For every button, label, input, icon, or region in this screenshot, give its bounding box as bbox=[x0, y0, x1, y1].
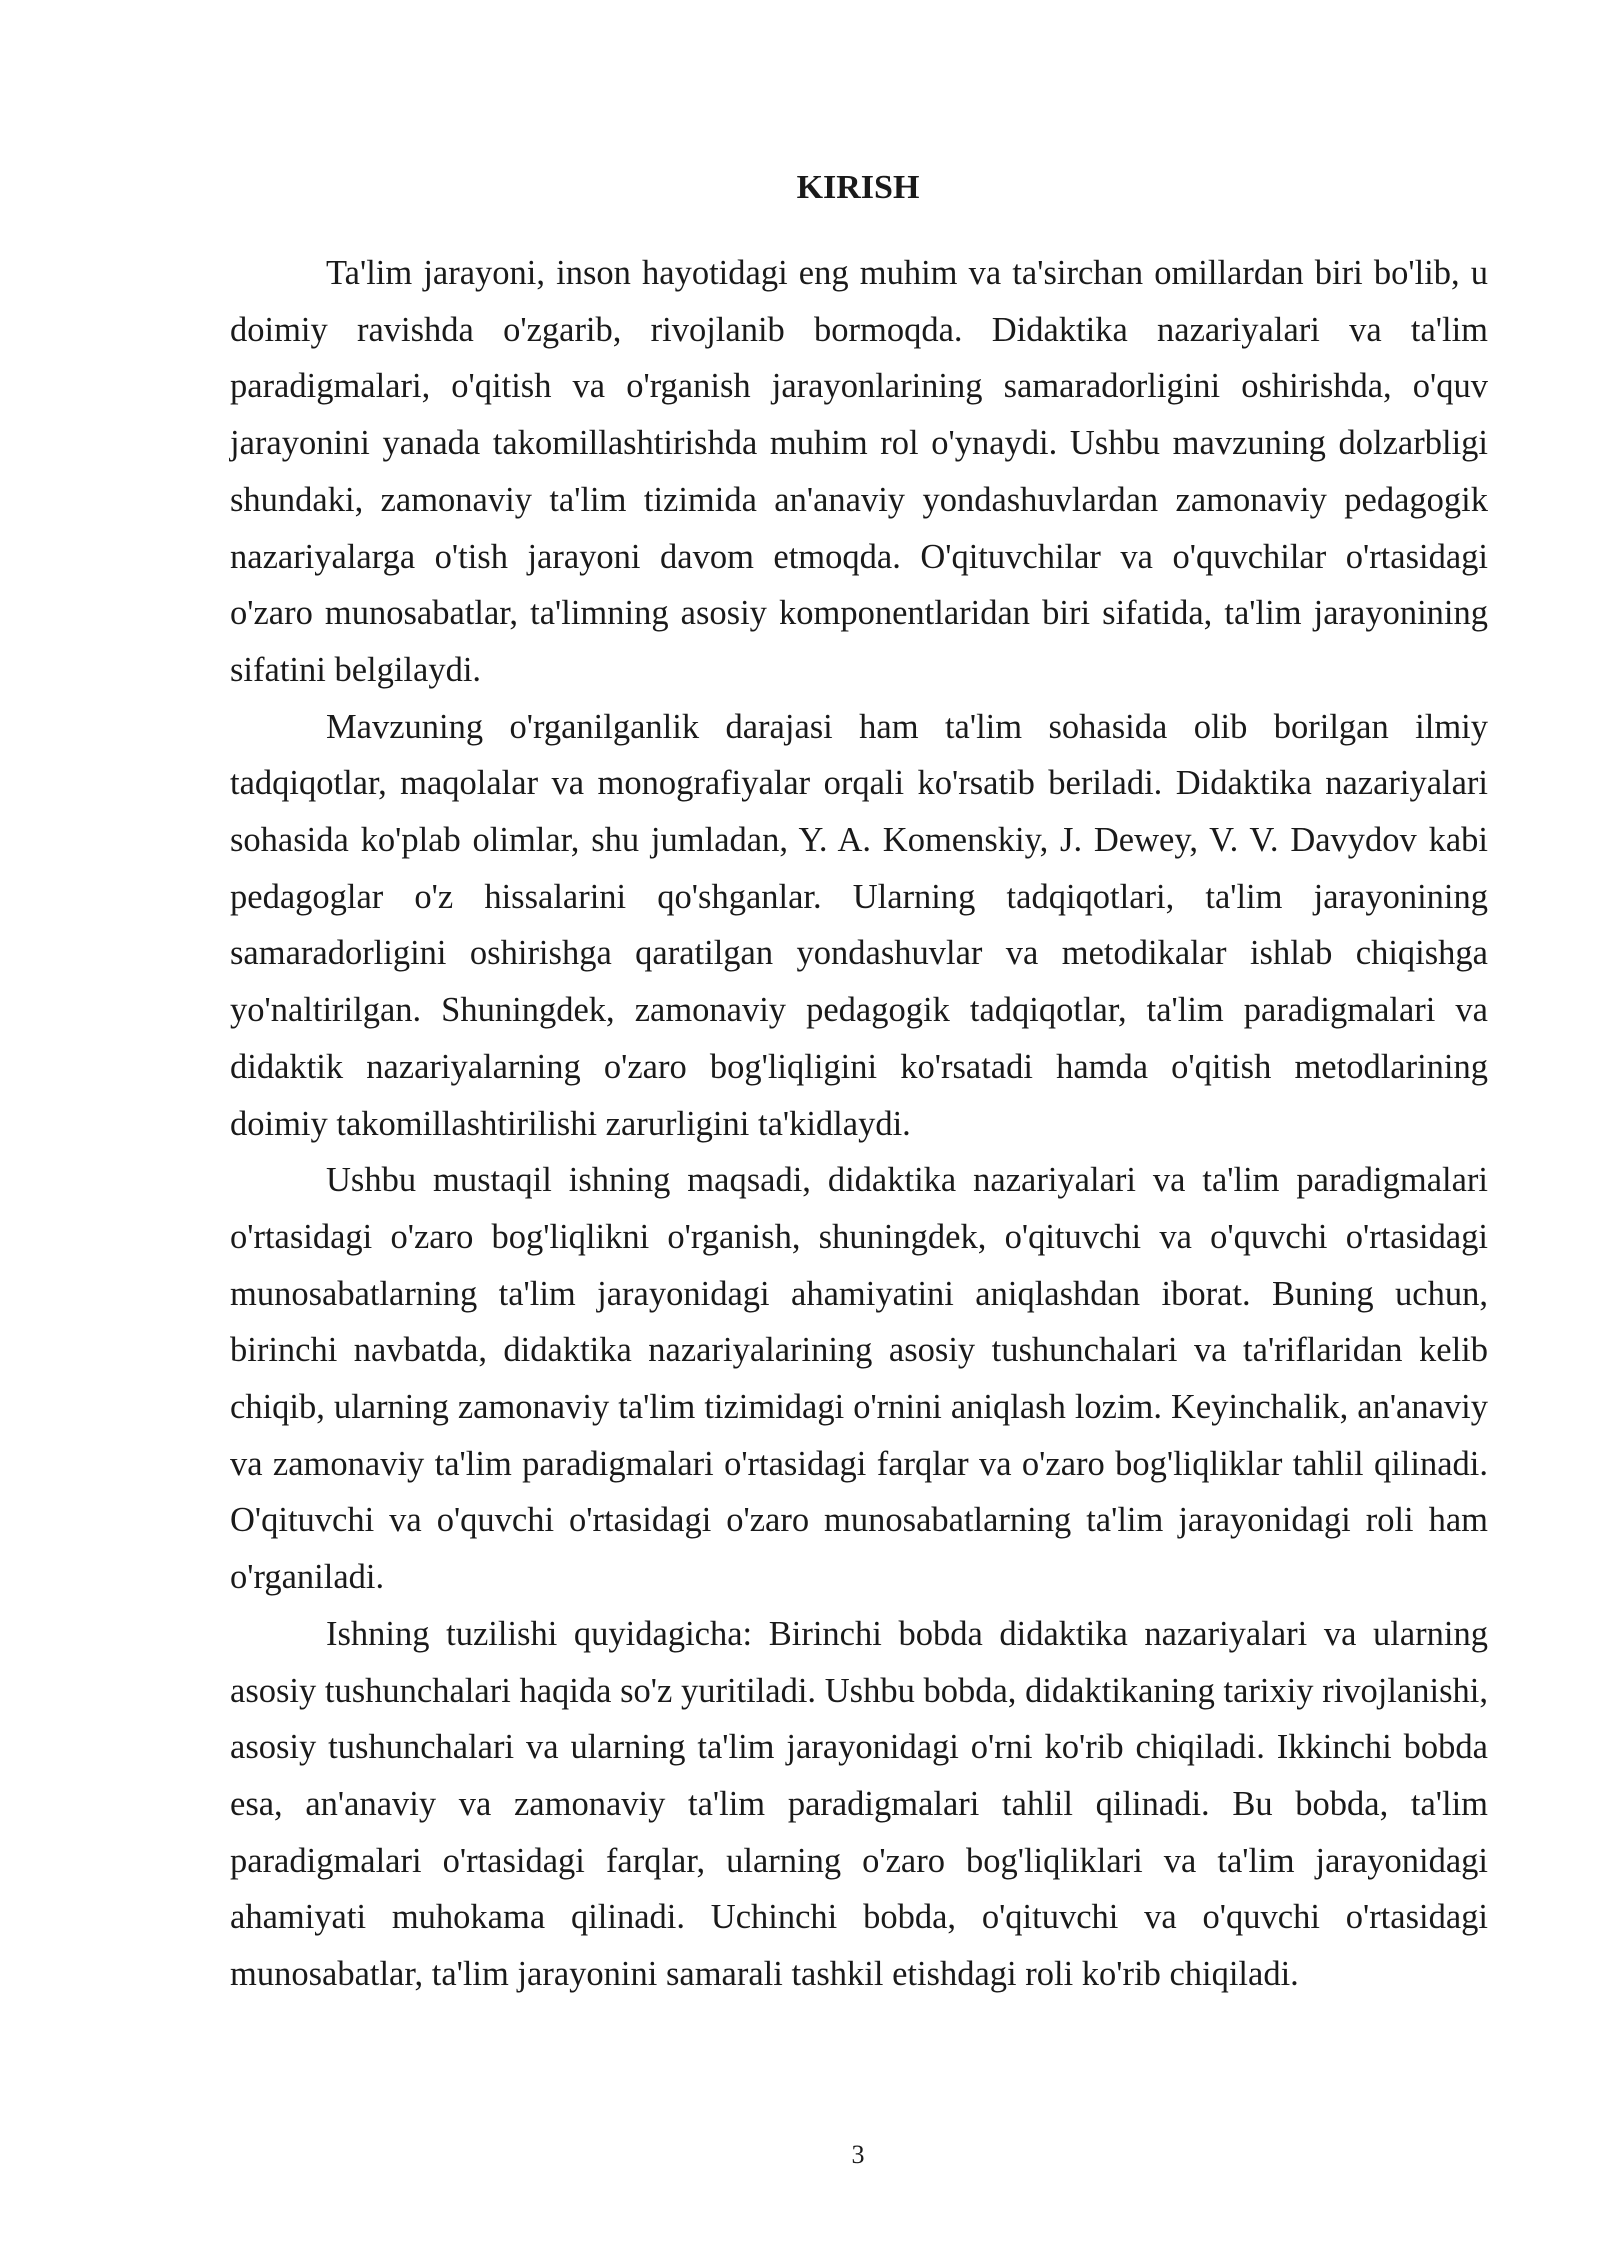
paragraph-relevance: Ta'lim jarayoni, inson hayotidagi eng muhim va ta'sirchan omillardan biri bo'lib, u doimiy ravishda o'zgarib, rivojlanib bormoqda. Didaktika nazariyalari va ta'lim paradigmalari, o'qitish va o'rganish jarayonlarining samaradorligini oshirishda, o'quv jarayonini yanada takomillashtirishda muhim rol o'ynaydi. Ushbu mavzuning dolzarbligi shundaki, zamonaviy ta'lim tizimida an'anaviy yondashuvlardan zamonaviy pedagogik nazariyalarga o'tish jarayoni davom etmoqda. O'qituvchilar va o'quvchilar o'rtasidagi o'zaro munosabatlar, ta'limning asosiy komponentlaridan biri sifatida, ta'lim jarayonining sifatini belgilaydi. bbox=[230, 254, 1488, 689]
page-title: KIRISH bbox=[796, 169, 920, 206]
paragraph-research-degree: Mavzuning o'rganilganlik darajasi ham ta'lim sohasida olib borilgan ilmiy tadqiqotlar, maqolalar va monografiyalar orqali ko'rsatib beriladi. Didaktika nazariyalari sohasida ko'plab olimlar, shu jumladan, Y. A. Komenskiy, J. Dewey, V. V. Davydov kabi pedagoglar o'z hissalarini qo'shganlar. Ularning tadqiqotlari, ta'lim jarayonining samaradorligini oshirishga qaratilgan yondashuvlar va metodikalar ishlab chiqishga yo'naltirilgan. Shuningdek, zamonaviy pedagogik tadqiqotlar, ta'lim paradigmalari va didaktik nazariyalarning o'zaro bog'liqligini ko'rsatadi hamda o'qitish metodlarining doimiy takomillashtirilishi zarurligini ta'kidlaydi. bbox=[230, 707, 1488, 1143]
paragraph-goal: Ushbu mustaqil ishning maqsadi, didaktika nazariyalari va ta'lim paradigmalari o'rtasidagi o'zaro bog'liqlikni o'rganish, shuningdek, o'qituvchi va o'quvchi o'rtasidagi munosabatlarning ta'lim jarayonidagi ahamiyatini aniqlashdan iborat. Buning uchun, birinchi navbatda, didaktika nazariyalarining asosiy tushunchalari va ta'riflaridan kelib chiqib, ularning zamonaviy ta'lim tizimidagi o'rnini aniqlash lozim. Keyinchalik, an'anaviy va zamonaviy ta'lim paradigmalari o'rtasidagi farqlar va o'zaro bog'liqliklar tahlil qilinadi. O'qituvchi va o'quvchi o'rtasidagi o'zaro munosabatlarning ta'lim jarayonidagi roli ham o'rganiladi. bbox=[230, 1161, 1488, 1597]
body-text bbox=[230, 245, 1488, 2003]
paragraph-structure: Ishning tuzilishi quyidagicha: Birinchi bobda didaktika nazariyalari va ularning asosiy tushunchalari haqida so'z yuritiladi. Ushbu bobda, didaktikaning tarixiy rivojlanishi, asosiy tushunchalari va ularning ta'lim jarayonidagi o'rni ko'rib chiqiladi. Ikkinchi bobda esa, an'anaviy va zamonaviy ta'lim paradigmalari tahlil qilinadi. Bu bobda, ta'lim paradigmalari o'rtasidagi farqlar, ularning o'zaro bog'liqliklari va ta'lim jarayonidagi ahamiyati muhokama qilinadi. Uchinchi bobda, o'qituvchi va o'quvchi o'rtasidagi munosabatlar, ta'lim jarayonini samarali tashkil etishdagi roli ko'rib chiqiladi. bbox=[230, 1614, 1488, 1994]
page-number: 3 bbox=[851, 2140, 865, 2169]
